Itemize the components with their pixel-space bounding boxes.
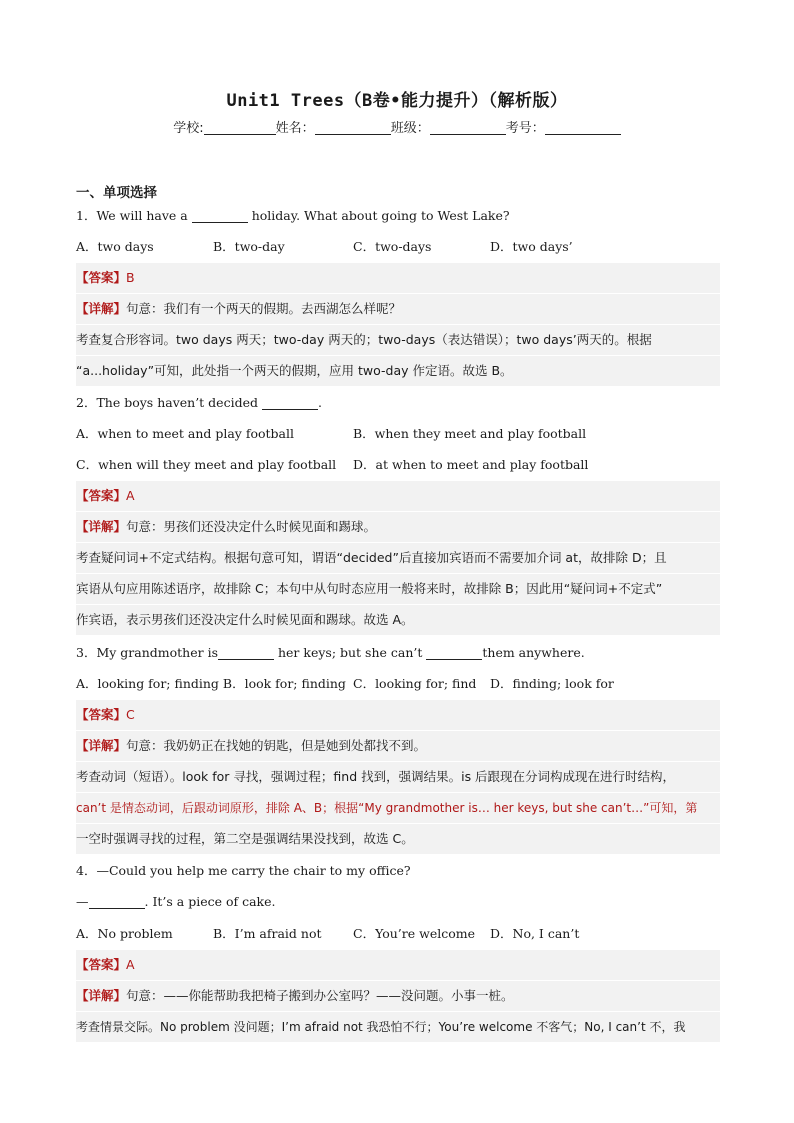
question-4-options (76, 919, 720, 949)
option-c[interactable]: C．when will they meet and play football (76, 457, 337, 472)
answer-label: 【答案】 (76, 707, 127, 722)
option-a-b[interactable]: A．looking for; finding B．look for; finding (76, 676, 346, 691)
question-2-stem (76, 388, 322, 418)
question-1-options (76, 232, 720, 262)
question-3-explanation-3: 一空时强调寻找的过程，第二空是强调结果没找到，故选 C。 (76, 824, 720, 854)
detail-label: 【详解】 (76, 738, 127, 753)
option-a[interactable]: A．two days (76, 239, 154, 254)
answer-blank (192, 208, 248, 223)
option-d[interactable]: D．No, I can’t (490, 926, 580, 941)
question-3-explanation-1: 考查动词（短语）。look for 寻找，强调过程；find 找到，强调结果。is 后跟现在分词构成现在进行时结构， (76, 762, 720, 792)
answer-value: B (126, 270, 135, 285)
option-b[interactable]: B．two-day (213, 239, 285, 254)
question-3-detail (76, 731, 720, 761)
school-blank[interactable] (204, 120, 276, 135)
question-3-options (76, 669, 720, 699)
stem-text: her keys; but she can’t (277, 645, 423, 660)
option-d[interactable]: D．finding; look for (490, 676, 614, 691)
stem-text: . It’s a piece of cake. (144, 894, 276, 909)
stem-text: We will have a (96, 208, 188, 223)
option-b[interactable]: B．I’m afraid not (213, 926, 322, 941)
question-3-answer (76, 700, 720, 730)
option-b[interactable]: B．when they meet and play football (353, 426, 587, 441)
detail-label: 【详解】 (76, 519, 127, 534)
detail-text: 句意：男孩们还没决定什么时候见面和踢球。 (126, 519, 377, 534)
answer-value: A (126, 957, 135, 972)
question-number: 2． (76, 395, 97, 410)
detail-label: 【详解】 (76, 988, 127, 1003)
answer-value: A (126, 488, 135, 503)
question-2-detail (76, 512, 720, 542)
question-2-options-row-1 (76, 419, 720, 449)
answer-blank (426, 645, 482, 660)
question-4-explanation-1: 考查情景交际。No problem 没问题；I’m afraid not 我恐怕不行；You’re welcome 不客气；No, I can’t 不，我 (76, 1012, 720, 1042)
answer-label: 【答案】 (76, 488, 127, 503)
stem-text: — (76, 894, 89, 909)
question-1-explanation-2: “a...holiday”可知，此处指一个两天的假期，应用 two-day 作定语。故选 B。 (76, 356, 720, 386)
option-a[interactable]: A．No problem (76, 926, 173, 941)
question-1-stem (76, 201, 510, 231)
question-3-stem (76, 638, 585, 668)
question-1-explanation-1: 考查复合形容词。two days 两天；two-day 两天的；two-days（表达错误）；two days’两天的。根据 (76, 325, 720, 355)
option-c[interactable]: C．two-days (353, 239, 432, 254)
option-c[interactable]: C．looking for; find (353, 676, 477, 691)
stem-text: . (317, 395, 322, 410)
section-heading: 一、单项选择 (76, 185, 157, 201)
answer-blank (218, 645, 274, 660)
question-4-stem-1 (76, 856, 411, 886)
question-2-explanation-3: 作宾语，表示男孩们还没决定什么时候见面和踢球。故选 A。 (76, 605, 720, 635)
detail-text: 句意：我们有一个两天的假期。去西湖怎么样呢？ (126, 301, 402, 316)
answer-blank (89, 894, 145, 909)
class-blank[interactable] (430, 120, 506, 135)
question-3-explanation-2: can’t 是情态动词，后跟动词原形，排除 A、B；根据“My grandmother is… her keys, but she can’t…”可知，第 (76, 793, 720, 823)
option-a[interactable]: A．when to meet and play football (76, 426, 294, 441)
stem-text: The boys haven’t decided (96, 395, 258, 410)
question-4-answer (76, 950, 720, 980)
detail-text: 句意：我奶奶正在找她的钥匙，但是她到处都找不到。 (126, 738, 427, 753)
number-blank[interactable] (545, 120, 621, 135)
detail-text: 句意：——你能帮助我把椅子搬到办公室吗？——没问题。小事一桩。 (126, 988, 514, 1003)
question-4-detail (76, 981, 720, 1011)
name-blank[interactable] (315, 120, 391, 135)
stem-text: them anywhere. (482, 645, 585, 660)
answer-blank (262, 395, 318, 410)
question-1-answer (76, 263, 720, 293)
question-number: 4． (76, 863, 97, 878)
name-label: 姓名： (275, 121, 315, 136)
question-1-detail (76, 294, 720, 324)
school-label: 学校: (173, 121, 204, 136)
student-info-line (0, 117, 794, 136)
class-label: 班级： (390, 121, 430, 136)
question-4-stem-2 (76, 887, 276, 917)
stem-text: My grandmother is (96, 645, 218, 660)
question-2-explanation-1: 考查疑问词+不定式结构。根据句意可知，谓语“decided”后直接加宾语而不需要加介词 at，故排除 D；且 (76, 543, 720, 573)
detail-label: 【详解】 (76, 301, 127, 316)
question-2-answer (76, 481, 720, 511)
option-d[interactable]: D．two days’ (490, 239, 573, 254)
answer-value: C (126, 707, 135, 722)
answer-label: 【答案】 (76, 957, 127, 972)
page-title: Unit1 Trees（B卷•能力提升）（解析版） (226, 91, 568, 111)
question-number: 3． (76, 645, 97, 660)
stem-text: holiday. What about going to West Lake? (251, 208, 510, 223)
number-label: 考号： (505, 121, 545, 136)
question-number: 1． (76, 208, 97, 223)
question-2-options-row-2 (76, 450, 720, 480)
option-d[interactable]: D．at when to meet and play football (353, 457, 589, 472)
option-c[interactable]: C．You’re welcome (353, 926, 475, 941)
answer-label: 【答案】 (76, 270, 127, 285)
stem-text: —Could you help me carry the chair to my office? (96, 863, 411, 878)
question-2-explanation-2: 宾语从句应用陈述语序，故排除 C；本句中从句时态应用一般将来时，故排除 B；因此用“疑问词+不定式” (76, 574, 720, 604)
